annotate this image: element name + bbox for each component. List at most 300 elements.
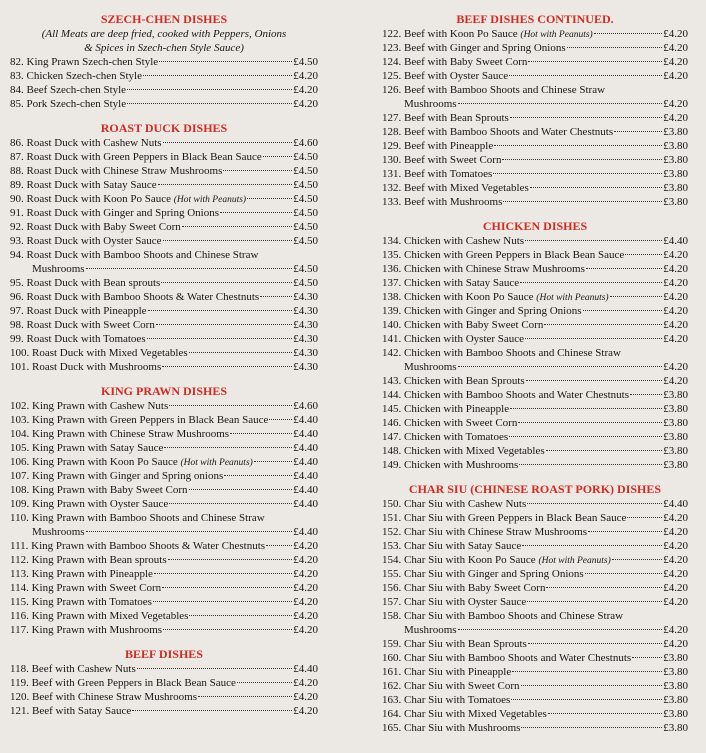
menu-item xyxy=(10,553,318,567)
menu-item-price: £4.20 xyxy=(663,70,688,82)
menu-item-text: 160. Char Siu with Bamboo Shoots and Water Chestnuts xyxy=(382,652,632,664)
menu-list-beef-continued xyxy=(382,27,688,83)
menu-item-price: £4.50 xyxy=(293,263,318,275)
menu-item xyxy=(10,399,318,413)
menu-item-multiline xyxy=(382,346,688,374)
menu-item xyxy=(382,262,688,276)
menu-item-hint: (Hot with Peanuts) xyxy=(538,556,611,566)
menu-item-text: 86. Roast Duck with Cashew Nuts xyxy=(10,137,162,149)
dot-leader xyxy=(614,131,662,132)
menu-item-price: £4.40 xyxy=(293,414,318,426)
menu-item-price: £4.20 xyxy=(663,319,688,331)
menu-item-price: £4.20 xyxy=(663,361,688,373)
menu-item xyxy=(382,248,688,262)
dot-leader xyxy=(586,268,662,269)
dot-leader xyxy=(162,587,292,588)
menu-item-text: 85. Pork Szech-chen Style xyxy=(10,98,127,110)
menu-item-price: £3.80 xyxy=(663,140,688,152)
menu-item-price: £4.40 xyxy=(293,663,318,675)
menu-item xyxy=(10,595,318,609)
menu-list-char-siu xyxy=(382,497,688,609)
dot-leader xyxy=(509,75,662,76)
dot-leader xyxy=(528,643,662,644)
menu-item-price: £4.20 xyxy=(293,691,318,703)
menu-column-left xyxy=(10,12,318,718)
menu-item xyxy=(382,693,688,707)
menu-item-text: 89. Roast Duck with Satay Sauce xyxy=(10,179,157,191)
dot-leader xyxy=(189,352,293,353)
dot-leader xyxy=(189,489,293,490)
menu-item-text: 144. Chicken with Bamboo Shoots and Water Chestnuts xyxy=(382,389,630,401)
menu-item xyxy=(382,388,688,402)
menu-item-text: 102. King Prawn with Cashew Nuts xyxy=(10,400,169,412)
menu-item xyxy=(382,679,688,693)
section-heading-beef: BEEF DISHES xyxy=(125,647,203,661)
dot-leader xyxy=(269,419,292,420)
menu-item-text: 105. King Prawn with Satay Sauce xyxy=(10,442,164,454)
menu-item-price: £3.80 xyxy=(663,680,688,692)
menu-item xyxy=(10,539,318,553)
dot-leader xyxy=(162,366,292,367)
menu-item xyxy=(382,55,688,69)
menu-item-price: £4.20 xyxy=(663,291,688,303)
menu-item-text: 90. Roast Duck with Koon Po Sauce (Hot with Peanuts) xyxy=(10,193,247,205)
menu-item-text: 128. Beef with Bamboo Shoots and Water Chestnuts xyxy=(382,126,614,138)
menu-item-multiline xyxy=(382,609,688,637)
menu-item-price: £3.80 xyxy=(663,666,688,678)
dot-leader xyxy=(169,503,292,504)
dot-leader xyxy=(548,713,662,714)
menu-item-price: £4.20 xyxy=(293,624,318,636)
menu-item-price: £3.80 xyxy=(663,708,688,720)
menu-item-text: 154. Char Siu with Koon Po Sauce (Hot with Peanuts) xyxy=(382,554,611,566)
menu-item xyxy=(10,318,318,332)
menu-item xyxy=(10,150,318,164)
menu-item xyxy=(382,553,688,567)
menu-item-text: 120. Beef with Chinese Straw Mushrooms xyxy=(10,691,197,703)
menu-item-price: £4.50 xyxy=(293,179,318,191)
menu-item-text: 84. Beef Szech-chen Style xyxy=(10,84,127,96)
menu-list-chicken-cont xyxy=(382,374,688,472)
menu-item xyxy=(382,637,688,651)
dot-leader xyxy=(503,201,662,202)
menu-item xyxy=(382,707,688,721)
menu-item-text: 139. Chicken with Ginger and Spring Onions xyxy=(382,305,582,317)
menu-list-roast-duck xyxy=(10,136,318,248)
menu-item-text: 88. Roast Duck with Chinese Straw Mushrooms xyxy=(10,165,223,177)
dot-leader xyxy=(230,433,292,434)
menu-item-text: 109. King Prawn with Oyster Sauce xyxy=(10,498,169,510)
dot-leader xyxy=(127,103,292,104)
menu-item-text: 129. Beef with Pineapple xyxy=(382,140,494,152)
menu-item-price: £4.40 xyxy=(663,235,688,247)
dot-leader xyxy=(585,573,663,574)
menu-item xyxy=(10,234,318,248)
section-heading-szech-chen: SZECH-CHEN DISHES xyxy=(100,12,228,26)
menu-item-text: 118. Beef with Cashew Nuts xyxy=(10,663,136,675)
menu-item-text: 159. Char Siu with Bean Sprouts xyxy=(382,638,527,650)
section-heading-roast-duck: ROAST DUCK DISHES xyxy=(100,121,228,135)
dot-leader xyxy=(153,601,292,602)
menu-item-price: £4.20 xyxy=(663,624,688,636)
dot-leader xyxy=(502,159,662,160)
dot-leader xyxy=(260,296,292,297)
menu-item-text: 125. Beef with Oyster Sauce xyxy=(382,70,509,82)
menu-item-price: £4.30 xyxy=(293,291,318,303)
menu-item-price: £4.20 xyxy=(663,540,688,552)
dot-leader xyxy=(86,531,293,532)
menu-item xyxy=(382,304,688,318)
menu-item-price: £4.40 xyxy=(663,498,688,510)
dot-leader xyxy=(189,615,292,616)
menu-item xyxy=(10,567,318,581)
menu-item-text: 95. Roast Duck with Bean sprouts xyxy=(10,277,161,289)
menu-item-text: 135. Chicken with Green Peppers in Black Bean Sauce xyxy=(382,249,625,261)
dot-leader xyxy=(525,338,662,339)
dot-leader xyxy=(127,89,292,90)
menu-item xyxy=(10,662,318,676)
menu-item-text: 117. King Prawn with Mushrooms xyxy=(10,624,163,636)
menu-item-text: 157. Char Siu with Oyster Sauce xyxy=(382,596,527,608)
menu-item-text: 112. King Prawn with Bean sprouts xyxy=(10,554,167,566)
menu-item-price: £4.20 xyxy=(293,84,318,96)
menu-item-price: £4.20 xyxy=(293,98,318,110)
menu-item xyxy=(10,136,318,150)
dot-leader xyxy=(163,142,293,143)
menu-item-price: £4.20 xyxy=(663,568,688,580)
dot-leader xyxy=(625,254,662,255)
menu-item xyxy=(382,125,688,139)
menu-item xyxy=(10,483,318,497)
menu-item xyxy=(382,595,688,609)
menu-item-text: 115. King Prawn with Tomatoes xyxy=(10,596,152,608)
dot-leader xyxy=(525,240,662,241)
menu-item xyxy=(382,167,688,181)
dot-leader xyxy=(163,629,292,630)
dot-leader xyxy=(546,587,662,588)
menu-item xyxy=(10,164,318,178)
menu-item-price: £4.50 xyxy=(293,235,318,247)
dot-leader xyxy=(132,710,292,711)
dot-leader xyxy=(627,517,662,518)
menu-column-right xyxy=(382,12,688,735)
menu-item-text: 145. Chicken with Pineapple xyxy=(382,403,510,415)
dot-leader xyxy=(220,212,292,213)
menu-item xyxy=(382,539,688,553)
menu-item-text-cont: Mushrooms xyxy=(404,624,457,636)
menu-item-price: £4.60 xyxy=(293,137,318,149)
menu-item-price: £4.20 xyxy=(293,554,318,566)
menu-item-text: 133. Beef with Mushrooms xyxy=(382,196,503,208)
menu-item xyxy=(10,178,318,192)
menu-item-text: 158. Char Siu with Bamboo Shoots and Chinese Straw xyxy=(382,610,624,622)
dot-leader xyxy=(137,668,292,669)
menu-item-price: £4.30 xyxy=(293,305,318,317)
menu-item-price: £4.20 xyxy=(293,540,318,552)
dot-leader xyxy=(223,170,292,171)
menu-item-text: 96. Roast Duck with Bamboo Shoots & Water Chestnuts xyxy=(10,291,260,303)
menu-item-text: 103. King Prawn with Green Peppers in Black Bean Sauce xyxy=(10,414,269,426)
menu-item-multiline xyxy=(10,248,318,276)
menu-list-king-prawn xyxy=(10,399,318,511)
menu-item-price: £4.20 xyxy=(663,375,688,387)
dot-leader xyxy=(509,436,662,437)
menu-item-text: 151. Char Siu with Green Peppers in Black Bean Sauce xyxy=(382,512,627,524)
menu-item-price: £4.20 xyxy=(663,112,688,124)
dot-leader xyxy=(522,545,662,546)
dot-leader xyxy=(519,464,662,465)
menu-item xyxy=(10,441,318,455)
menu-item-text: 121. Beef with Satay Sauce xyxy=(10,705,132,717)
menu-item-text-cont: Mushrooms xyxy=(32,526,85,538)
menu-item xyxy=(10,690,318,704)
menu-item xyxy=(10,427,318,441)
menu-item xyxy=(382,374,688,388)
menu-item-text: 140. Chicken with Baby Sweet Corn xyxy=(382,319,544,331)
menu-item-text: 111. King Prawn with Bamboo Shoots & Water Chestnuts xyxy=(10,540,266,552)
dot-leader xyxy=(520,282,662,283)
menu-item xyxy=(382,402,688,416)
menu-item xyxy=(382,41,688,55)
dot-leader xyxy=(161,282,292,283)
menu-item-price: £3.80 xyxy=(663,652,688,664)
menu-item-text: 150. Char Siu with Cashew Nuts xyxy=(382,498,527,510)
menu-list-roast-duck-cont xyxy=(10,276,318,374)
menu-item xyxy=(10,497,318,511)
menu-item-price: £3.80 xyxy=(663,694,688,706)
menu-item-price: £4.20 xyxy=(293,596,318,608)
menu-item-price: £3.80 xyxy=(663,722,688,734)
menu-item-price: £4.40 xyxy=(293,484,318,496)
menu-item xyxy=(10,220,318,234)
menu-item-text-cont: Mushrooms xyxy=(32,263,85,275)
menu-item-price: £4.20 xyxy=(663,28,688,40)
menu-item xyxy=(10,69,318,83)
dot-leader xyxy=(182,226,292,227)
dot-leader xyxy=(156,324,292,325)
menu-item-text: 124. Beef with Baby Sweet Corn xyxy=(382,56,528,68)
menu-item-price: £4.20 xyxy=(663,42,688,54)
menu-item-price: £4.40 xyxy=(293,498,318,510)
menu-item-text: 147. Chicken with Tomatoes xyxy=(382,431,509,443)
menu-item-price: £4.40 xyxy=(293,526,318,538)
menu-item-text: 108. King Prawn with Baby Sweet Corn xyxy=(10,484,188,496)
dot-leader xyxy=(458,103,663,104)
dot-leader xyxy=(224,475,292,476)
dot-leader xyxy=(458,629,663,630)
dot-leader xyxy=(169,405,292,406)
dot-leader xyxy=(612,559,662,560)
menu-item-text: 162. Char Siu with Sweet Corn xyxy=(382,680,520,692)
menu-item-text: 114. King Prawn with Sweet Corn xyxy=(10,582,162,594)
menu-item-text: 137. Chicken with Satay Sauce xyxy=(382,277,520,289)
menu-item xyxy=(10,676,318,690)
menu-item-price: £3.80 xyxy=(663,126,688,138)
menu-item xyxy=(382,458,688,472)
menu-item-price: £4.20 xyxy=(663,98,688,110)
menu-item-text: 127. Beef with Bean Sprouts xyxy=(382,112,509,124)
menu-item-price: £4.30 xyxy=(293,319,318,331)
menu-item-price: £4.30 xyxy=(293,361,318,373)
menu-item-price: £3.80 xyxy=(663,459,688,471)
menu-item-text: 141. Chicken with Oyster Sauce xyxy=(382,333,525,345)
menu-item-multiline xyxy=(382,83,688,111)
menu-item-text: 92. Roast Duck with Baby Sweet Corn xyxy=(10,221,181,233)
menu-item-price: £4.50 xyxy=(293,277,318,289)
dot-leader xyxy=(528,61,662,62)
menu-item xyxy=(10,83,318,97)
menu-item xyxy=(382,27,688,41)
menu-item-price: £3.80 xyxy=(663,431,688,443)
menu-item-text: 130. Beef with Sweet Corn xyxy=(382,154,502,166)
menu-item-text-cont: Mushrooms xyxy=(404,98,457,110)
dot-leader xyxy=(163,240,293,241)
dot-leader xyxy=(168,559,293,560)
menu-item-price: £4.20 xyxy=(293,70,318,82)
menu-item-text: 142. Chicken with Bamboo Shoots and Chinese Straw xyxy=(382,347,621,359)
dot-leader xyxy=(632,657,662,658)
menu-item-price: £3.80 xyxy=(663,182,688,194)
menu-item-text: 107. King Prawn with Ginger and Spring onions xyxy=(10,470,224,482)
dot-leader xyxy=(527,503,662,504)
dot-leader xyxy=(148,310,293,311)
menu-item-text: 93. Roast Duck with Oyster Sauce xyxy=(10,235,162,247)
menu-item xyxy=(10,455,318,469)
menu-item-text: 152. Char Siu with Chinese Straw Mushrooms xyxy=(382,526,588,538)
menu-item xyxy=(382,665,688,679)
dot-leader xyxy=(147,338,293,339)
menu-item-price: £4.20 xyxy=(663,277,688,289)
menu-item-price: £4.20 xyxy=(663,554,688,566)
dot-leader xyxy=(567,47,663,48)
menu-item-hint: (Hot with Peanuts) xyxy=(173,195,247,205)
menu-item-text: 101. Roast Duck with Mushrooms xyxy=(10,361,162,373)
section-heading-beef-continued: BEEF DISHES CONTINUED. xyxy=(456,12,614,26)
menu-item-text: 163. Char Siu with Tomatoes xyxy=(382,694,511,706)
menu-item-text: 87. Roast Duck with Green Peppers in Black Bean Sauce xyxy=(10,151,262,163)
menu-item-text: 164. Char Siu with Mixed Vegetables xyxy=(382,708,547,720)
menu-item-price: £4.30 xyxy=(293,347,318,359)
dot-leader xyxy=(254,461,292,462)
menu-item-price: £3.80 xyxy=(663,417,688,429)
menu-item xyxy=(10,332,318,346)
dot-leader xyxy=(518,422,662,423)
dot-leader xyxy=(263,156,293,157)
menu-item xyxy=(382,195,688,209)
menu-item-text: 156. Char Siu with Baby Sweet Corn xyxy=(382,582,546,594)
menu-item-text: 91. Roast Duck with Ginger and Spring Onions xyxy=(10,207,219,219)
menu-item xyxy=(382,69,688,83)
dot-leader xyxy=(158,184,293,185)
dot-leader xyxy=(493,173,662,174)
menu-item xyxy=(382,234,688,248)
menu-item xyxy=(382,181,688,195)
menu-item xyxy=(10,304,318,318)
menu-item-price: £4.20 xyxy=(663,526,688,538)
menu-item-text: 104. King Prawn with Chinese Straw Mushrooms xyxy=(10,428,230,440)
dot-leader xyxy=(594,33,663,34)
menu-item xyxy=(10,623,318,637)
menu-item-hint: (Hot with Peanuts) xyxy=(536,293,609,303)
menu-item-text: 143. Chicken with Bean Sprouts xyxy=(382,375,525,387)
menu-item-price: £4.20 xyxy=(663,638,688,650)
menu-item-price: £4.20 xyxy=(663,596,688,608)
dot-leader xyxy=(198,696,292,697)
menu-list-char-siu-cont xyxy=(382,637,688,735)
menu-item-price: £4.30 xyxy=(293,333,318,345)
menu-item xyxy=(382,111,688,125)
menu-item-price: £4.40 xyxy=(293,428,318,440)
menu-item-price: £4.20 xyxy=(663,305,688,317)
menu-item xyxy=(10,346,318,360)
menu-item xyxy=(382,525,688,539)
menu-item-price: £4.20 xyxy=(663,512,688,524)
menu-item xyxy=(10,581,318,595)
dot-leader xyxy=(86,268,293,269)
menu-item xyxy=(10,469,318,483)
menu-item xyxy=(10,97,318,111)
menu-item-hint: (Hot with Peanuts) xyxy=(180,458,253,468)
menu-item xyxy=(382,430,688,444)
menu-item-price: £4.20 xyxy=(663,56,688,68)
menu-item-text: 122. Beef with Koon Po Sauce (Hot with Peanuts) xyxy=(382,28,593,40)
dot-leader xyxy=(143,75,292,76)
menu-item-price: £4.20 xyxy=(293,582,318,594)
menu-item-text: 123. Beef with Ginger and Spring Onions xyxy=(382,42,566,54)
menu-item-price: £4.40 xyxy=(293,442,318,454)
dot-leader xyxy=(154,573,292,574)
dot-leader xyxy=(546,450,663,451)
dot-leader xyxy=(510,408,662,409)
menu-item-hint: (Hot with Peanuts) xyxy=(520,30,593,40)
menu-item-text: 146. Chicken with Sweet Corn xyxy=(382,417,518,429)
menu-item xyxy=(10,276,318,290)
menu-item-text: 126. Beef with Bamboo Shoots and Chinese Straw xyxy=(382,84,606,96)
dot-leader xyxy=(521,727,662,728)
menu-item xyxy=(382,567,688,581)
menu-item xyxy=(382,497,688,511)
menu-item-price: £3.80 xyxy=(663,196,688,208)
menu-item-price: £4.50 xyxy=(293,165,318,177)
menu-item xyxy=(10,192,318,206)
section-heading-char-siu: CHAR SIU (CHINESE ROAST PORK) DISHES xyxy=(408,482,662,496)
dot-leader xyxy=(526,380,663,381)
menu-item-text: 98. Roast Duck with Sweet Corn xyxy=(10,319,155,331)
menu-item-text: 99. Roast Duck with Tomatoes xyxy=(10,333,146,345)
menu-item xyxy=(382,721,688,735)
menu-item xyxy=(382,276,688,290)
menu-item-text: 132. Beef with Mixed Vegetables xyxy=(382,182,529,194)
menu-item-text: 97. Roast Duck with Pineapple xyxy=(10,305,147,317)
menu-item-price: £4.40 xyxy=(293,470,318,482)
dot-leader xyxy=(630,394,662,395)
menu-item-text: 165. Char Siu with Mushrooms xyxy=(382,722,521,734)
menu-item xyxy=(382,332,688,346)
menu-item-price: £3.80 xyxy=(663,445,688,457)
menu-item-text-cont: Mushrooms xyxy=(404,361,457,373)
menu-item-text: 134. Chicken with Cashew Nuts xyxy=(382,235,525,247)
section-heading-chicken: CHICKEN DISHES xyxy=(482,219,588,233)
menu-item-price: £4.20 xyxy=(293,568,318,580)
menu-item-price: £4.20 xyxy=(663,333,688,345)
menu-item xyxy=(382,416,688,430)
menu-item-text: 153. Char Siu with Satay Sauce xyxy=(382,540,522,552)
menu-item-text: 161. Char Siu with Pineapple xyxy=(382,666,512,678)
menu-item-price: £4.50 xyxy=(293,193,318,205)
dot-leader xyxy=(237,682,292,683)
dot-leader xyxy=(588,531,662,532)
menu-item-price: £4.60 xyxy=(293,400,318,412)
